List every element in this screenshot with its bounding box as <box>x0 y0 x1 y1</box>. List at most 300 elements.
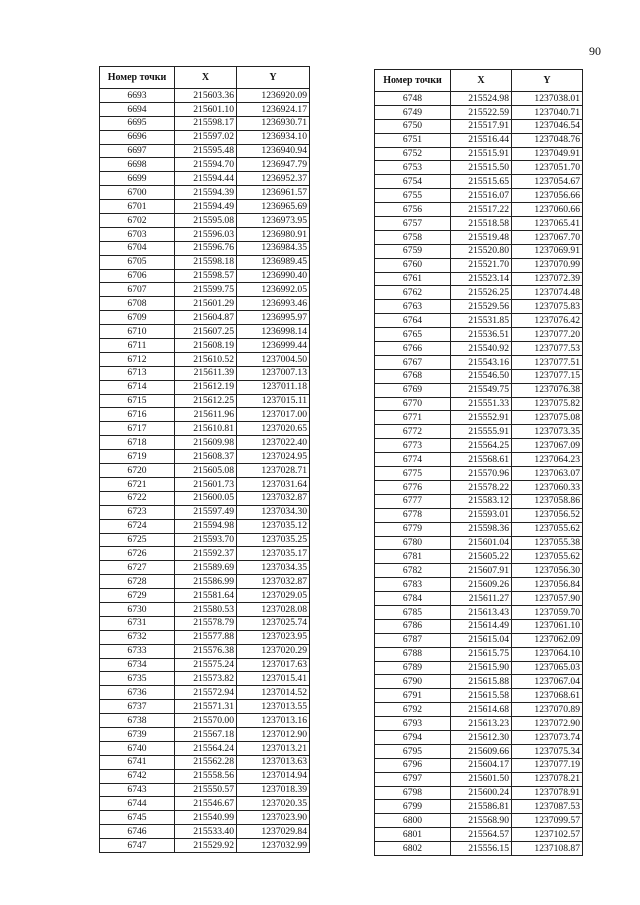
y-coordinate-cell: 1237076.42 <box>512 314 583 328</box>
x-coordinate-cell: 215586.81 <box>451 800 512 814</box>
y-coordinate-cell: 1237013.16 <box>237 714 310 728</box>
table-row <box>100 477 310 491</box>
point-number-cell: 6782 <box>375 564 451 578</box>
x-coordinate-cell: 215597.02 <box>175 130 237 144</box>
x-coordinate-cell: 215517.22 <box>451 203 512 217</box>
x-coordinate-cell: 215570.96 <box>451 467 512 481</box>
point-number-cell: 6727 <box>100 561 175 575</box>
table-row <box>100 672 310 686</box>
x-coordinate-cell: 215549.75 <box>451 383 512 397</box>
x-coordinate-cell: 215572.94 <box>175 686 237 700</box>
y-coordinate-cell: 1236934.10 <box>237 130 310 144</box>
y-coordinate-cell: 1236989.45 <box>237 255 310 269</box>
table-row <box>375 147 583 161</box>
y-coordinate-cell: 1237078.21 <box>512 772 583 786</box>
table-row <box>100 783 310 797</box>
table-row <box>375 92 583 106</box>
column-header-point-number: Номер точки <box>375 70 451 92</box>
y-coordinate-cell: 1237076.38 <box>512 383 583 397</box>
x-coordinate-cell: 215612.19 <box>175 380 237 394</box>
point-number-cell: 6786 <box>375 619 451 633</box>
x-coordinate-cell: 215594.98 <box>175 519 237 533</box>
table-row <box>375 119 583 133</box>
y-coordinate-cell: 1237028.71 <box>237 464 310 478</box>
table-row <box>375 453 583 467</box>
point-number-cell: 6770 <box>375 397 451 411</box>
point-number-cell: 6747 <box>100 839 175 853</box>
table-row <box>100 825 310 839</box>
y-coordinate-cell: 1237075.82 <box>512 397 583 411</box>
point-number-cell: 6716 <box>100 408 175 422</box>
point-number-cell: 6711 <box>100 339 175 353</box>
table-row <box>375 328 583 342</box>
y-coordinate-cell: 1237007.13 <box>237 366 310 380</box>
table-row <box>375 480 583 494</box>
point-number-cell: 6761 <box>375 272 451 286</box>
point-number-cell: 6794 <box>375 730 451 744</box>
x-coordinate-cell: 215609.98 <box>175 436 237 450</box>
table-row <box>375 508 583 522</box>
x-coordinate-cell: 215608.37 <box>175 450 237 464</box>
table-row <box>375 661 583 675</box>
table-row <box>375 675 583 689</box>
point-number-cell: 6745 <box>100 811 175 825</box>
y-coordinate-cell: 1237035.12 <box>237 519 310 533</box>
y-coordinate-cell: 1237054.67 <box>512 175 583 189</box>
point-number-cell: 6800 <box>375 814 451 828</box>
x-coordinate-cell: 215583.12 <box>451 494 512 508</box>
y-coordinate-cell: 1237051.70 <box>512 161 583 175</box>
x-coordinate-cell: 215526.25 <box>451 286 512 300</box>
table-row <box>100 755 310 769</box>
point-number-cell: 6791 <box>375 689 451 703</box>
x-coordinate-cell: 215593.70 <box>175 533 237 547</box>
point-number-cell: 6709 <box>100 311 175 325</box>
point-number-cell: 6748 <box>375 92 451 106</box>
point-number-cell: 6743 <box>100 783 175 797</box>
y-coordinate-cell: 1237099.57 <box>512 814 583 828</box>
table-row <box>100 102 310 116</box>
y-coordinate-cell: 1237059.70 <box>512 605 583 619</box>
point-number-cell: 6769 <box>375 383 451 397</box>
x-coordinate-cell: 215586.99 <box>175 575 237 589</box>
table-row <box>100 630 310 644</box>
x-coordinate-cell: 215615.04 <box>451 633 512 647</box>
x-coordinate-cell: 215523.14 <box>451 272 512 286</box>
table-row <box>375 800 583 814</box>
table-row <box>100 727 310 741</box>
point-number-cell: 6707 <box>100 283 175 297</box>
y-coordinate-cell: 1237058.86 <box>512 494 583 508</box>
y-coordinate-cell: 1236990.40 <box>237 269 310 283</box>
x-coordinate-cell: 215556.15 <box>451 842 512 856</box>
y-coordinate-cell: 1237065.03 <box>512 661 583 675</box>
x-coordinate-cell: 215589.69 <box>175 561 237 575</box>
x-coordinate-cell: 215551.33 <box>451 397 512 411</box>
point-number-cell: 6705 <box>100 255 175 269</box>
y-coordinate-cell: 1237013.55 <box>237 700 310 714</box>
table-row <box>375 842 583 856</box>
table-row <box>100 602 310 616</box>
x-coordinate-cell: 215570.00 <box>175 714 237 728</box>
y-coordinate-cell: 1237029.05 <box>237 589 310 603</box>
y-coordinate-cell: 1237017.00 <box>237 408 310 422</box>
y-coordinate-cell: 1237072.39 <box>512 272 583 286</box>
point-number-cell: 6796 <box>375 758 451 772</box>
x-coordinate-cell: 215601.50 <box>451 772 512 786</box>
y-coordinate-cell: 1237034.35 <box>237 561 310 575</box>
y-coordinate-cell: 1237077.53 <box>512 342 583 356</box>
x-coordinate-cell: 215611.39 <box>175 366 237 380</box>
y-coordinate-cell: 1236930.71 <box>237 116 310 130</box>
y-coordinate-cell: 1237034.30 <box>237 505 310 519</box>
x-coordinate-cell: 215594.49 <box>175 200 237 214</box>
table-row <box>100 533 310 547</box>
y-coordinate-cell: 1237020.35 <box>237 797 310 811</box>
x-coordinate-cell: 215575.24 <box>175 658 237 672</box>
x-coordinate-cell: 215568.90 <box>451 814 512 828</box>
table-row <box>100 380 310 394</box>
y-coordinate-cell: 1237072.90 <box>512 717 583 731</box>
y-coordinate-cell: 1237017.63 <box>237 658 310 672</box>
point-number-cell: 6792 <box>375 703 451 717</box>
point-number-cell: 6793 <box>375 717 451 731</box>
y-coordinate-cell: 1237032.87 <box>237 491 310 505</box>
x-coordinate-cell: 215609.66 <box>451 744 512 758</box>
table-row <box>375 203 583 217</box>
x-coordinate-cell: 215571.31 <box>175 700 237 714</box>
y-coordinate-cell: 1236999.44 <box>237 339 310 353</box>
point-number-cell: 6757 <box>375 217 451 231</box>
y-coordinate-cell: 1237035.25 <box>237 533 310 547</box>
x-coordinate-cell: 215567.18 <box>175 727 237 741</box>
y-coordinate-cell: 1237020.65 <box>237 422 310 436</box>
y-coordinate-cell: 1237029.84 <box>237 825 310 839</box>
table-row <box>100 269 310 283</box>
table-row <box>100 200 310 214</box>
x-coordinate-cell: 215516.07 <box>451 189 512 203</box>
x-coordinate-cell: 215578.79 <box>175 616 237 630</box>
table-row <box>375 605 583 619</box>
x-coordinate-cell: 215601.29 <box>175 297 237 311</box>
point-number-cell: 6752 <box>375 147 451 161</box>
y-coordinate-cell: 1237061.10 <box>512 619 583 633</box>
point-number-cell: 6730 <box>100 602 175 616</box>
x-coordinate-cell: 215600.24 <box>451 786 512 800</box>
point-number-cell: 6734 <box>100 658 175 672</box>
y-coordinate-cell: 1237025.74 <box>237 616 310 630</box>
y-coordinate-cell: 1237056.66 <box>512 189 583 203</box>
y-coordinate-cell: 1236993.46 <box>237 297 310 311</box>
point-number-cell: 6797 <box>375 772 451 786</box>
y-coordinate-cell: 1237075.08 <box>512 411 583 425</box>
table-row <box>375 369 583 383</box>
table-row <box>375 744 583 758</box>
point-number-cell: 6751 <box>375 133 451 147</box>
point-number-cell: 6777 <box>375 494 451 508</box>
x-coordinate-cell: 215581.64 <box>175 589 237 603</box>
point-number-cell: 6750 <box>375 119 451 133</box>
point-number-cell: 6790 <box>375 675 451 689</box>
point-number-cell: 6787 <box>375 633 451 647</box>
table-header-row <box>375 70 583 92</box>
point-number-cell: 6795 <box>375 744 451 758</box>
point-number-cell: 6746 <box>100 825 175 839</box>
y-coordinate-cell: 1236920.09 <box>237 89 310 103</box>
table-row <box>100 811 310 825</box>
table-row <box>100 116 310 130</box>
x-coordinate-cell: 215598.36 <box>451 522 512 536</box>
y-coordinate-cell: 1237077.19 <box>512 758 583 772</box>
point-number-cell: 6758 <box>375 230 451 244</box>
y-coordinate-cell: 1237022.40 <box>237 436 310 450</box>
x-coordinate-cell: 215543.16 <box>451 355 512 369</box>
point-number-cell: 6731 <box>100 616 175 630</box>
y-coordinate-cell: 1237073.35 <box>512 425 583 439</box>
x-coordinate-cell: 215515.65 <box>451 175 512 189</box>
x-coordinate-cell: 215533.40 <box>175 825 237 839</box>
y-coordinate-cell: 1236998.14 <box>237 325 310 339</box>
table-row <box>100 394 310 408</box>
point-number-cell: 6737 <box>100 700 175 714</box>
table-row <box>375 286 583 300</box>
x-coordinate-cell: 215518.58 <box>451 217 512 231</box>
y-coordinate-cell: 1237075.83 <box>512 300 583 314</box>
y-coordinate-cell: 1237020.29 <box>237 644 310 658</box>
point-number-cell: 6781 <box>375 550 451 564</box>
table-row <box>375 564 583 578</box>
table-row <box>375 550 583 564</box>
y-coordinate-cell: 1237012.90 <box>237 727 310 741</box>
y-coordinate-cell: 1237011.18 <box>237 380 310 394</box>
table-row <box>100 658 310 672</box>
table-row <box>375 703 583 717</box>
x-coordinate-cell: 215564.57 <box>451 828 512 842</box>
x-coordinate-cell: 215519.48 <box>451 230 512 244</box>
table-row <box>375 342 583 356</box>
y-coordinate-cell: 1237068.61 <box>512 689 583 703</box>
point-number-cell: 6772 <box>375 425 451 439</box>
table-row <box>375 578 583 592</box>
table-row <box>375 397 583 411</box>
table-row <box>375 647 583 661</box>
point-number-cell: 6708 <box>100 297 175 311</box>
table-row <box>375 161 583 175</box>
table-row <box>375 439 583 453</box>
column-header-x: X <box>175 67 237 89</box>
x-coordinate-cell: 215615.58 <box>451 689 512 703</box>
y-coordinate-cell: 1236995.97 <box>237 311 310 325</box>
y-coordinate-cell: 1236924.17 <box>237 102 310 116</box>
x-coordinate-cell: 215564.25 <box>451 439 512 453</box>
table-row <box>375 300 583 314</box>
x-coordinate-cell: 215522.59 <box>451 105 512 119</box>
coordinates-table-left <box>99 66 310 853</box>
y-coordinate-cell: 1237057.90 <box>512 592 583 606</box>
page-number: 90 <box>589 44 601 58</box>
point-number-cell: 6785 <box>375 605 451 619</box>
x-coordinate-cell: 215580.53 <box>175 602 237 616</box>
point-number-cell: 6721 <box>100 477 175 491</box>
y-coordinate-cell: 1236965.69 <box>237 200 310 214</box>
point-number-cell: 6773 <box>375 439 451 453</box>
point-number-cell: 6798 <box>375 786 451 800</box>
y-coordinate-cell: 1237064.10 <box>512 647 583 661</box>
y-coordinate-cell: 1237060.66 <box>512 203 583 217</box>
table-header-row <box>100 67 310 89</box>
point-number-cell: 6763 <box>375 300 451 314</box>
table-row <box>100 297 310 311</box>
table-row <box>375 272 583 286</box>
table-row <box>100 352 310 366</box>
table-row <box>375 619 583 633</box>
point-number-cell: 6698 <box>100 158 175 172</box>
x-coordinate-cell: 215607.25 <box>175 325 237 339</box>
table-row <box>100 644 310 658</box>
table-row <box>375 133 583 147</box>
table-row <box>375 689 583 703</box>
x-coordinate-cell: 215594.44 <box>175 172 237 186</box>
table-row <box>100 408 310 422</box>
x-coordinate-cell: 215603.36 <box>175 89 237 103</box>
table-row <box>100 589 310 603</box>
table-row <box>100 839 310 853</box>
y-coordinate-cell: 1237031.64 <box>237 477 310 491</box>
table-row <box>375 355 583 369</box>
point-number-cell: 6701 <box>100 200 175 214</box>
table-row <box>375 717 583 731</box>
x-coordinate-cell: 215614.49 <box>451 619 512 633</box>
table-row <box>100 686 310 700</box>
y-coordinate-cell: 1237055.38 <box>512 536 583 550</box>
x-coordinate-cell: 215524.98 <box>451 92 512 106</box>
x-coordinate-cell: 215529.92 <box>175 839 237 853</box>
table-row <box>375 467 583 481</box>
point-number-cell: 6741 <box>100 755 175 769</box>
y-coordinate-cell: 1236952.37 <box>237 172 310 186</box>
x-coordinate-cell: 215599.75 <box>175 283 237 297</box>
point-number-cell: 6720 <box>100 464 175 478</box>
table-row <box>100 241 310 255</box>
y-coordinate-cell: 1237055.62 <box>512 550 583 564</box>
y-coordinate-cell: 1236973.95 <box>237 214 310 228</box>
table-row <box>100 366 310 380</box>
y-coordinate-cell: 1237024.95 <box>237 450 310 464</box>
table-row <box>100 144 310 158</box>
table-row <box>100 130 310 144</box>
x-coordinate-cell: 215611.27 <box>451 592 512 606</box>
y-coordinate-cell: 1237004.50 <box>237 352 310 366</box>
table-row <box>375 411 583 425</box>
table-row <box>100 339 310 353</box>
y-coordinate-cell: 1237015.41 <box>237 672 310 686</box>
x-coordinate-cell: 215610.52 <box>175 352 237 366</box>
x-coordinate-cell: 215540.92 <box>451 342 512 356</box>
table-row <box>100 89 310 103</box>
point-number-cell: 6742 <box>100 769 175 783</box>
point-number-cell: 6733 <box>100 644 175 658</box>
x-coordinate-cell: 215595.08 <box>175 214 237 228</box>
table-row <box>100 186 310 200</box>
y-coordinate-cell: 1237023.90 <box>237 811 310 825</box>
point-number-cell: 6710 <box>100 325 175 339</box>
point-number-cell: 6726 <box>100 547 175 561</box>
point-number-cell: 6714 <box>100 380 175 394</box>
table-row <box>100 491 310 505</box>
x-coordinate-cell: 215529.56 <box>451 300 512 314</box>
y-coordinate-cell: 1236940.94 <box>237 144 310 158</box>
y-coordinate-cell: 1237064.23 <box>512 453 583 467</box>
x-coordinate-cell: 215592.37 <box>175 547 237 561</box>
y-coordinate-cell: 1236947.79 <box>237 158 310 172</box>
table-row <box>375 758 583 772</box>
table-row <box>375 258 583 272</box>
table-row <box>100 172 310 186</box>
point-number-cell: 6738 <box>100 714 175 728</box>
point-number-cell: 6779 <box>375 522 451 536</box>
coordinates-table-right <box>374 69 583 856</box>
y-coordinate-cell: 1237067.70 <box>512 230 583 244</box>
x-coordinate-cell: 215605.08 <box>175 464 237 478</box>
y-coordinate-cell: 1237014.52 <box>237 686 310 700</box>
point-number-cell: 6703 <box>100 227 175 241</box>
point-number-cell: 6766 <box>375 342 451 356</box>
point-number-cell: 6744 <box>100 797 175 811</box>
x-coordinate-cell: 215568.61 <box>451 453 512 467</box>
point-number-cell: 6774 <box>375 453 451 467</box>
x-coordinate-cell: 215516.44 <box>451 133 512 147</box>
x-coordinate-cell: 215605.22 <box>451 550 512 564</box>
column-header-point-number: Номер точки <box>100 67 175 89</box>
point-number-cell: 6767 <box>375 355 451 369</box>
table-row <box>100 158 310 172</box>
x-coordinate-cell: 215613.43 <box>451 605 512 619</box>
point-number-cell: 6802 <box>375 842 451 856</box>
table-row <box>375 425 583 439</box>
point-number-cell: 6753 <box>375 161 451 175</box>
x-coordinate-cell: 215598.17 <box>175 116 237 130</box>
x-coordinate-cell: 215517.91 <box>451 119 512 133</box>
point-number-cell: 6749 <box>375 105 451 119</box>
y-coordinate-cell: 1237062.09 <box>512 633 583 647</box>
y-coordinate-cell: 1237067.09 <box>512 439 583 453</box>
table-row <box>100 255 310 269</box>
y-coordinate-cell: 1237102.57 <box>512 828 583 842</box>
y-coordinate-cell: 1237055.62 <box>512 522 583 536</box>
table-row <box>100 700 310 714</box>
point-number-cell: 6775 <box>375 467 451 481</box>
point-number-cell: 6799 <box>375 800 451 814</box>
table-row <box>100 547 310 561</box>
point-number-cell: 6765 <box>375 328 451 342</box>
x-coordinate-cell: 215596.76 <box>175 241 237 255</box>
y-coordinate-cell: 1237074.48 <box>512 286 583 300</box>
y-coordinate-cell: 1237077.15 <box>512 369 583 383</box>
y-coordinate-cell: 1237056.84 <box>512 578 583 592</box>
x-coordinate-cell: 215552.91 <box>451 411 512 425</box>
y-coordinate-cell: 1237056.30 <box>512 564 583 578</box>
y-coordinate-cell: 1237067.04 <box>512 675 583 689</box>
table-row <box>100 714 310 728</box>
table-row <box>100 519 310 533</box>
point-number-cell: 6723 <box>100 505 175 519</box>
y-coordinate-cell: 1236980.91 <box>237 227 310 241</box>
x-coordinate-cell: 215615.75 <box>451 647 512 661</box>
point-number-cell: 6715 <box>100 394 175 408</box>
point-number-cell: 6697 <box>100 144 175 158</box>
x-coordinate-cell: 215558.56 <box>175 769 237 783</box>
y-coordinate-cell: 1237014.94 <box>237 769 310 783</box>
